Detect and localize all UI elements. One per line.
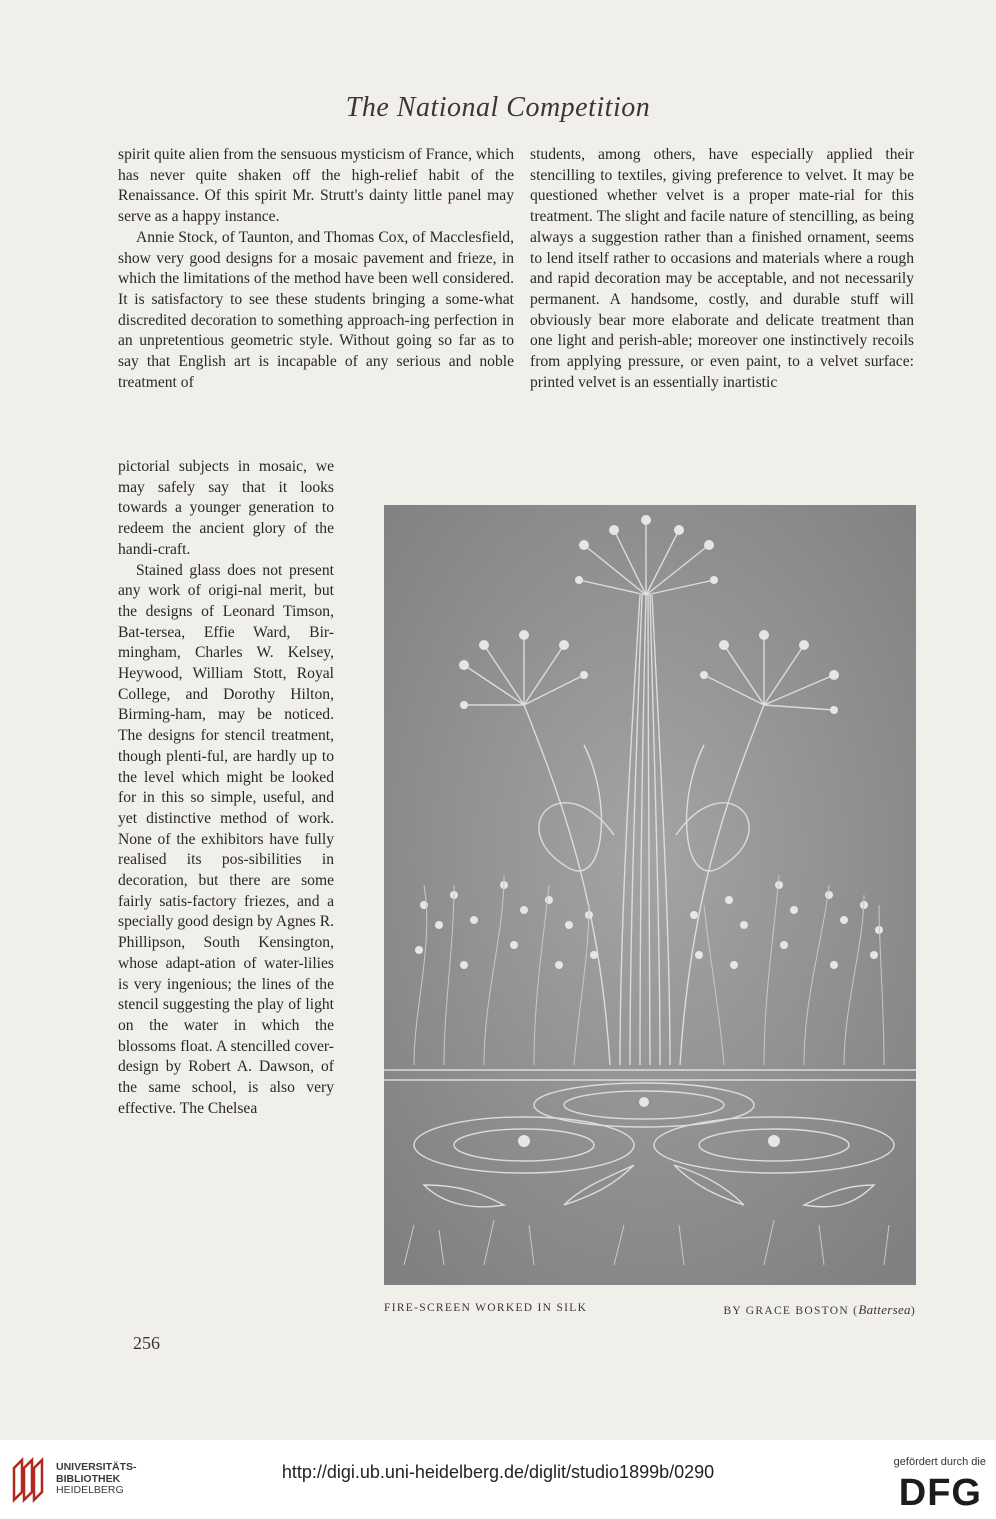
caption-credit-suffix: ) [910, 1305, 916, 1317]
fire-screen-illustration [384, 505, 916, 1285]
left-column-top [118, 145, 514, 393]
library-name-line: UNIVERSITÄTS- [56, 1461, 137, 1473]
paragraph: spirit quite alien from the sensuous mysticism of France, which has never quite shaken off the high-relief habit of the Renaissance. Of this spirit Mr. Strutt's dainty little panel may serve as a happy instance. [118, 146, 514, 226]
paragraph: Stained glass does not present any work of origi-nal merit, but the designs of Leonard Timson, Bat-tersea, Effie Ward, Bir-mingham, Charles W. Kelsey, Heywood, William Stott, Royal College, and Dorothy Hilton, Birming-ham, may be noticed. The designs for stencil treatment, though plenti-ful, are hardly up to the level which might be looked for in this so simple, useful, and yet distinctive method of work. None of the exhibitors have fully realised its pos-sibilities in decoration, but there are some fairly satis-factory friezes, and a specially good design by Agnes R. Phillipson, South Kensington, whose adapt-ation of water-lilies is very ingenious; the lines of the stencil suggesting the play of light on the water in which the blossoms float. A stencilled cover-design by Robert A. Dawson, of the same school, is also very effective. The Chelsea [118, 561, 334, 1117]
figure-caption-title: FIRE-SCREEN WORKED IN SILK [384, 1302, 588, 1314]
caption-credit-prefix: BY GRACE BOSTON ( [723, 1305, 859, 1317]
library-name-line: BIBLIOTHEK [56, 1472, 121, 1485]
caption-credit-place: Battersea [858, 1302, 911, 1317]
right-column-top [530, 145, 914, 393]
paragraph: pictorial subjects in mosaic, we may safely say that it looks towards a younger generation to redeem the ancient glory of the handi-craft. [118, 458, 334, 558]
left-column-narrow [118, 457, 334, 1120]
page-number: 256 [133, 1333, 160, 1353]
source-url-link[interactable]: http://digi.ub.uni-heidelberg.de/diglit/studio1899b/0290 [281, 1462, 715, 1482]
library-name-line: HEIDELBERG [56, 1484, 124, 1496]
paragraph: students, among others, have especially applied their stencilling to textiles, giving preference to velvet. It may be questioned whether velvet is a proper mate-rial for this treatment. The slight and facile nature of stencilling, as being always a suggestion rather than a finished ornament, seems to lend itself rather to occasions and materials where a rough and rapid decoration may be acceptable, and not necessarily permanent. A handsome, costly, and durable stuff will obviously bear more elaborate and delicate treatment than one light and perish-able; moreover one instinctively recoils from applying pressure, or even paint, to a velvet surface: printed velvet is an essentially inartistic [530, 146, 914, 391]
funded-by-label: gefördert durch die [893, 1456, 986, 1468]
paragraph: Annie Stock, of Taunton, and Thomas Cox, of Macclesfield, show very good designs for a mosaic pavement and frieze, in which the limitations of the method have been well considered. It is satisfactory to see these students bringing a some-what discredited decoration to something approach-ing perfection in an unpretentious geometric style. Without going so far as to say that English art is incapable of any serious and noble treatment of [118, 228, 514, 391]
running-head: The National Competition [345, 92, 651, 123]
digitization-footer [0, 1440, 996, 1519]
figure-caption-credit [723, 1302, 916, 1318]
dfg-logo: DFG [898, 1472, 982, 1514]
